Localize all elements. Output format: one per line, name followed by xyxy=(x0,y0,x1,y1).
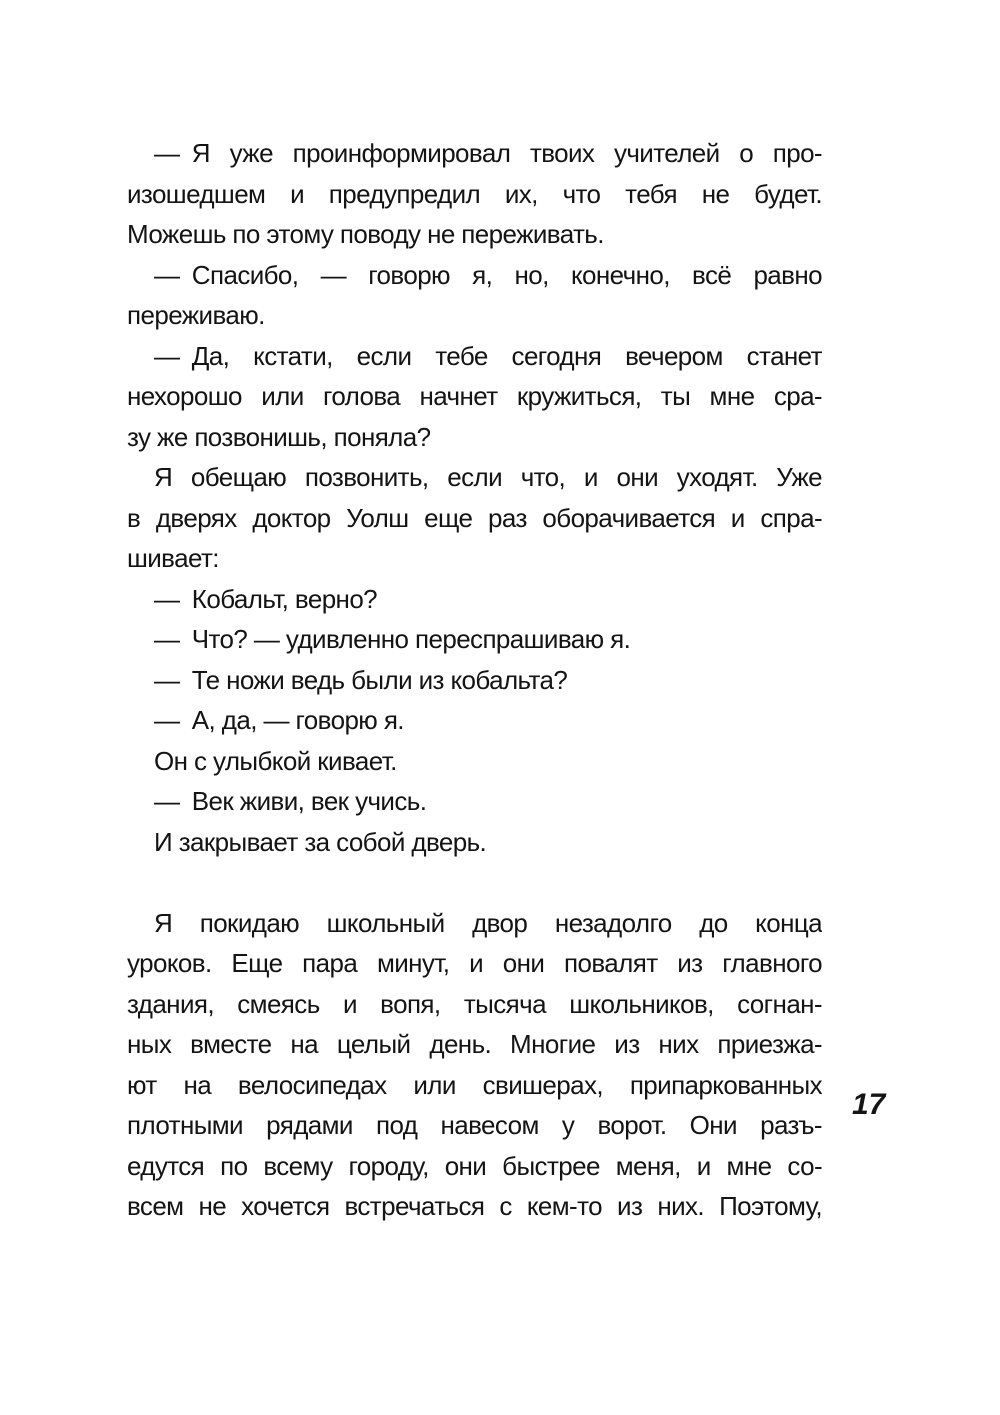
text-line: — Что? — удивленно переспрашиваю я. xyxy=(154,624,631,654)
paragraph xyxy=(127,336,822,458)
text-line: — Я уже проинформировал твоих учителей о про- xyxy=(154,138,822,168)
text-line: ных вместе на целый день. Многие из них приезжа- xyxy=(127,1029,822,1059)
text-line: ют на велосипедах или свишерах, припаркованных xyxy=(127,1069,822,1100)
text-line: изошедшем и предупредил их, что тебя не будет. xyxy=(127,178,822,209)
paragraph xyxy=(127,660,822,701)
text-line: Я обещаю позвонить, если что, и они уходят. Уже xyxy=(154,462,822,492)
paragraph xyxy=(127,255,822,336)
text-line: — Спасибо, — говорю я, но, конечно, всё равно xyxy=(154,259,822,290)
text-line: едутся по всему городу, они быстрее меня, и мне со- xyxy=(127,1150,822,1181)
text-line: — Кобальт, верно? xyxy=(154,583,378,614)
text-line: — Те ножи ведь были из кобальта? xyxy=(154,664,568,695)
paragraph xyxy=(127,619,822,660)
paragraph xyxy=(127,457,822,579)
text-line: Он с улыбкой кивает. xyxy=(154,745,397,776)
text-line: в дверях доктор Уолш еще раз оборачивается и спра- xyxy=(127,502,822,533)
text-line: нехорошо или голова начнет кружиться, ты мне сра- xyxy=(127,381,822,411)
text-line: уроков. Еще пара минут, и они повалят из главного xyxy=(127,948,822,978)
text-line: — Век живи, век учись. xyxy=(154,786,427,816)
text-line: плотными рядами под навесом у ворот. Они разъ- xyxy=(127,1110,822,1140)
page-number: 17 xyxy=(852,1088,886,1121)
text-line: — Да, кстати, если тебе сегодня вечером станет xyxy=(154,340,822,371)
paragraph xyxy=(127,741,822,782)
text-block xyxy=(127,133,822,1227)
paragraph xyxy=(127,781,822,822)
text-line: здания, смеясь и вопя, тысяча школьников, согнан- xyxy=(127,988,822,1019)
text-line: Можешь по этому поводу не переживать. xyxy=(127,219,604,249)
paragraph xyxy=(127,822,822,863)
paragraph xyxy=(127,579,822,620)
paragraph xyxy=(127,903,822,1227)
paragraph xyxy=(127,700,822,741)
text-line: зу же позвонишь, поняла? xyxy=(127,421,431,452)
paragraph xyxy=(127,133,822,255)
text-line: всем не хочется встречаться с кем-то из них. Поэтому, xyxy=(127,1191,822,1221)
text-line: — А, да, — говорю я. xyxy=(154,705,404,735)
text-line: Я покидаю школьный двор незадолго до конца xyxy=(154,907,822,938)
text-line: И закрывает за собой дверь. xyxy=(154,826,487,857)
text-line: переживаю. xyxy=(127,300,265,330)
text-line: шивает: xyxy=(127,543,219,573)
